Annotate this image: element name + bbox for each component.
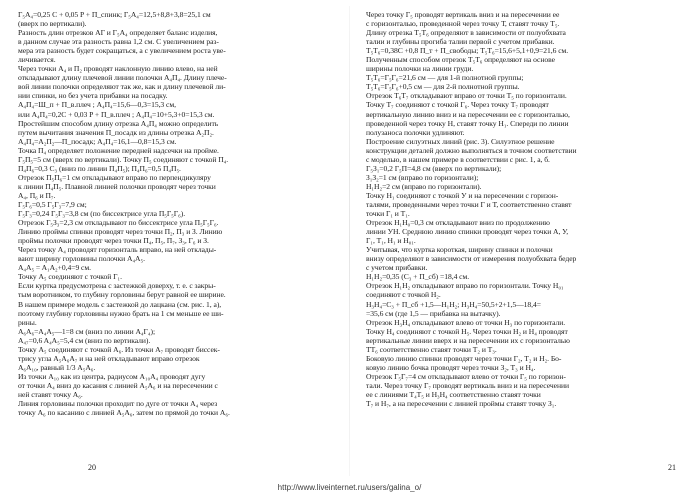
text-line: Из точки A₁₀ как из центра, радиусом A₁₀A₄ проводят дугу [18,371,206,381]
text-line: полузаноса полочки удлиняют. [366,127,465,137]
text-line: ней ставят точку A₆. [18,389,83,399]
text-line: Точку Т₇ соединяют с точкой Г₆. Через точку Т₇ проводят [366,100,549,110]
text-line: Построение силуэтных линий (рис. 3). Силуэтное решение [366,136,555,146]
text-line: Отрезок Н₁Н₂ откладывают вправо по горизонтали. Точку Н₀₁ [366,281,564,291]
text-line: линии УН. Среднюю линию спинки проводят через точки А, У, [366,227,569,237]
text-line: Полученным способом отрезок Т₅Т₆ определяют на основе [366,55,555,65]
watermark-url: http://www.liveinternet.ru/users/galina_o/ [277,483,422,492]
text-line: Через точки A₄ и П₂ проводят наклонную линию влево, на ней [18,64,218,74]
text-line: личивается. [18,55,56,65]
text-line: A₄П₄=A₂П₂—П_посадк; A₄П₄=16,1—0,8=15,3 см. [18,136,177,146]
text-line: талии и глубины прогиба талии первой с учетом прибавки. [366,37,555,47]
text-line: Г₁, Т₁, Н₁ и Н₀₁. [366,236,416,246]
text-line: с моделью, в нашем примере в соответствии с рис. 1, а, б. [366,154,550,164]
text-line: Отрезок Т₆Т₇ откладывают вправо от точки Т₅ по горизонтали. [366,91,567,101]
text-line: трису угла A₅A₆A₇ и на ней откладывают вправо отрезок [18,353,200,363]
text-line: Отрезок Н₃Н₄ откладывают влево от точки Н₃ по горизонтали. [366,317,566,327]
text-line: Через точку Г₅ проводят вертикаль вниз и на пересечении ее [366,10,560,19]
text-line: П₄П₆=0,3 C₃ (вниз по линии П₄П₅); П₄П₆=0,5 П₄П₅. [18,163,181,173]
right-page-text [366,10,684,408]
text-line: Если куртка предусмотрена с застежкой доверху, т. е. с закры- [18,281,216,291]
text-line: Точка П₄ определяет положение передней надсечки на пройме. [18,145,219,155]
text-line: Точку Н₄ соединяют с точкой Н₅. Через точки Н₂ и Н₄ проводят [366,326,568,336]
text-line: Отрезок Г₅З₃=2,3 см откладывают по биссектрисе угла П₅Г₅Г₆. [18,218,219,228]
text-line: Отрезок Г₅Г₇=4 см откладывают влево от точки Г₅ по горизон- [366,371,566,381]
text-line: Н₁Н₂=0,35 (С₃ + П_сб) =18,4 см. [366,272,470,282]
text-line: рины. [18,317,37,327]
text-line: Т₅Т₆=0,38С +0,8 П_т + П_свободы; Т₅Т₆=15,6+5,1+0,9=21,6 см. [366,46,569,56]
text-line: Г₅З₁=0,2 Г₅П=4,8 см (вверх по вертикали); [366,163,502,173]
text-line: соединяют с точкой Н₂. [366,290,441,300]
text-line: Г₅A₄=0,25 C + 0,05 P + П_спинк; Г₅A₄=12,5+8,8+3,8=25,1 см [18,10,211,19]
right-page-number: 21 [668,463,676,472]
text-line: тым воротником, то глубину горловины берут равной ее ширине. [18,290,226,300]
right-page [366,10,684,472]
text-line: Г₅П₅=5 см (вверх по вертикали). Точку П₅ соединяют с точкой П₄. [18,154,229,164]
text-line: ее с линиями Т₄Т₅ и Н₃Н₄ соответственно ставят точки [366,389,541,399]
text-line: A₄, П₆ и П₇. [18,190,56,200]
text-line: к линии П₄П₅. Плавной линией полочки проводят через точки [18,181,216,191]
text-line: талями, проведенными через точки Г и Т, соответственно ставят [366,199,572,209]
text-line: Линия горловины полочки проходит по дуге от точки A₄ через [18,399,218,409]
text-line: A₄П₄=Ш_п + П_в.плеч ; A₄П₄=15,6—0,3=15,3 см, [18,100,176,110]
text-line: вертикальную линию вниз и на пересечении ее с горизонталью, [366,109,570,119]
text-line: Н₁Н₂=2 см (вправо по горизонтали). [366,181,482,191]
text-line: вой линии полочки определяют так же, как и длину плечевой ли- [18,82,226,92]
text-line: Линию проймы спинки проводят через точки П₂, П₃ и З. Линию [18,227,223,237]
left-page-number: 20 [88,463,96,472]
text-line: Т₅Т₆=Г₅Г₆+0,5 см — для 2-й полнотной группы. [366,82,520,92]
text-line: Н₃Н₄=С₃ + П_сб +1,5—Н₁Н₂; Н₃Н₄=50,5+2+1,5—18,4= [366,299,541,309]
text-line: проведенной через точку Н, ставят точку Н₁. Спереди по линии [366,118,569,128]
text-line: Точку Н₁ соединяют с точкой У и на пересечении с горизон- [366,190,559,200]
text-line: нии спинки, но без учета прибавки на посадку. [18,91,168,101]
book-gutter [349,6,350,476]
text-line: A₄₇=0,6 A₄A₅=5,4 см (вниз по вертикали). [18,335,151,345]
left-page-text [18,10,336,417]
text-line: внизу определяют в зависимости от измерения полуобхвата бедер [366,254,577,264]
text-line: Т₇ и Н₇, а на пересечении с линией проймы ставят точку З₁. [366,399,557,409]
text-line: ТТ₆ соответственно ставят точки Т₂ и Т₃. [366,344,497,354]
text-line: =35,6 см (где 1,5 — прибавка на вытачку). [366,308,501,318]
text-line: точки Г₁ и Т₁. [366,209,410,219]
text-line: ширины полочки на линии груди. [366,64,474,74]
text-line: Разность длин отрезков АГ и Г₅A₄ определяет баланс изделия, [18,28,218,38]
text-line: с учетом прибавки. [366,263,428,273]
text-line: мера эта разность будет сокращаться, а с увеличением роста уве- [18,46,226,56]
text-line: тали. Через точку Г₇ проводят вертикаль вниз и на пересечении [366,380,569,390]
text-line: Боковую линию спинки проводят через точки Г₂, Т₂ и Н₂. Бо- [366,353,562,363]
text-line: с горизонталью, проведенной через точку Т, ставят точку Т₅. [366,19,560,29]
text-line: Длину отрезка Т₅Т₆ определяют в зависимости от полуобхвата [366,28,566,38]
text-line: в данном случае эта разность равна 1,2 см. С увеличением раз- [18,37,219,47]
text-line: (вверх по вертикали). [18,19,87,29]
text-line: Г₅Г₃=0,24 Г₅Г₃=3,8 см (по биссектрисе угла П₅Г₅Г₆). [18,209,186,219]
text-line: Простейшим способом длину отрезка A₄П₄ можно определить [18,118,219,128]
text-line: точку A₆ по касанию с линией A₅A₆, затем по прямой до точки A₆. [18,408,230,418]
text-line: A₆A₆=A₄A₅—1=8 см (вниз по линии A₄Г₄); [18,326,156,336]
text-line: Т₅Т₆=Г₅Г₆=21,6 см — для 1-й полнотной группы; [366,73,524,83]
text-line: Отрезок Н₁Н₀=0,3 см откладывают вниз по продолжению [366,218,550,228]
text-line: конструкции деталей должно выполняться в точном соответствии [366,145,577,155]
text-line: Через точку A₄ проводят горизонталь вправо, на ней отклады- [18,245,217,255]
text-line: Учитывая, что куртка короткая, ширину спинки и полочки [366,245,553,255]
text-line: вают ширину горловины полочки A₄A₅. [18,254,145,264]
text-line: Отрезок П₅П₆=1 см откладывают вправо по перпендикуляру [18,172,211,182]
text-line: путем вычитания значения П_посадк из длины отрезка A₂П₂. [18,127,214,137]
text-line: A₄A₅ = A₁A₂+0,4=9 см. [18,263,91,273]
left-page [18,10,336,472]
text-line: или A₄П₄=0,2C + 0,03 P + П_в.плеч ; A₄П₄=10+5,3+0=15,3 см. [18,109,215,119]
text-line: В нашем примере модель с застежкой до лацкана (см. рис. 1, а), [18,299,222,309]
text-line: Г₅Г₆=0,5 Г₅Г₃=7,9 см; [18,199,87,209]
text-line: З₁З₂=1 см (вправо по горизонтали); [366,172,479,182]
text-line: проймы полочки проводят через точки П₄, П₅, П₇, З₃, Г₆ и З. [18,236,209,246]
text-line: откладывают длину плечевой линии полочки A₄П₄. Длину плече- [18,73,227,83]
text-line: вертикальные линии вверх и на пересечении их с горизонталью [366,335,570,345]
text-line: ковую линию бочка проводят через точки З₂, Т₃ и Н₄. [366,362,536,372]
text-line: от точки A₄ вниз до касания с линией A₅A₆ и на пересечении с [18,380,218,390]
text-line: Точку A₅ соединяют с точкой A₆. Из точки A₇ проводят биссек- [18,344,220,354]
text-line: поэтому глубину горловины нужно брать на 1 см меньше ее ши- [18,308,224,318]
text-line: Точку A₅ соединяют с точкой Г₁. [18,272,122,282]
text-line: A₆A₁₀, равный 1/3 A₅A₆. [18,362,96,372]
